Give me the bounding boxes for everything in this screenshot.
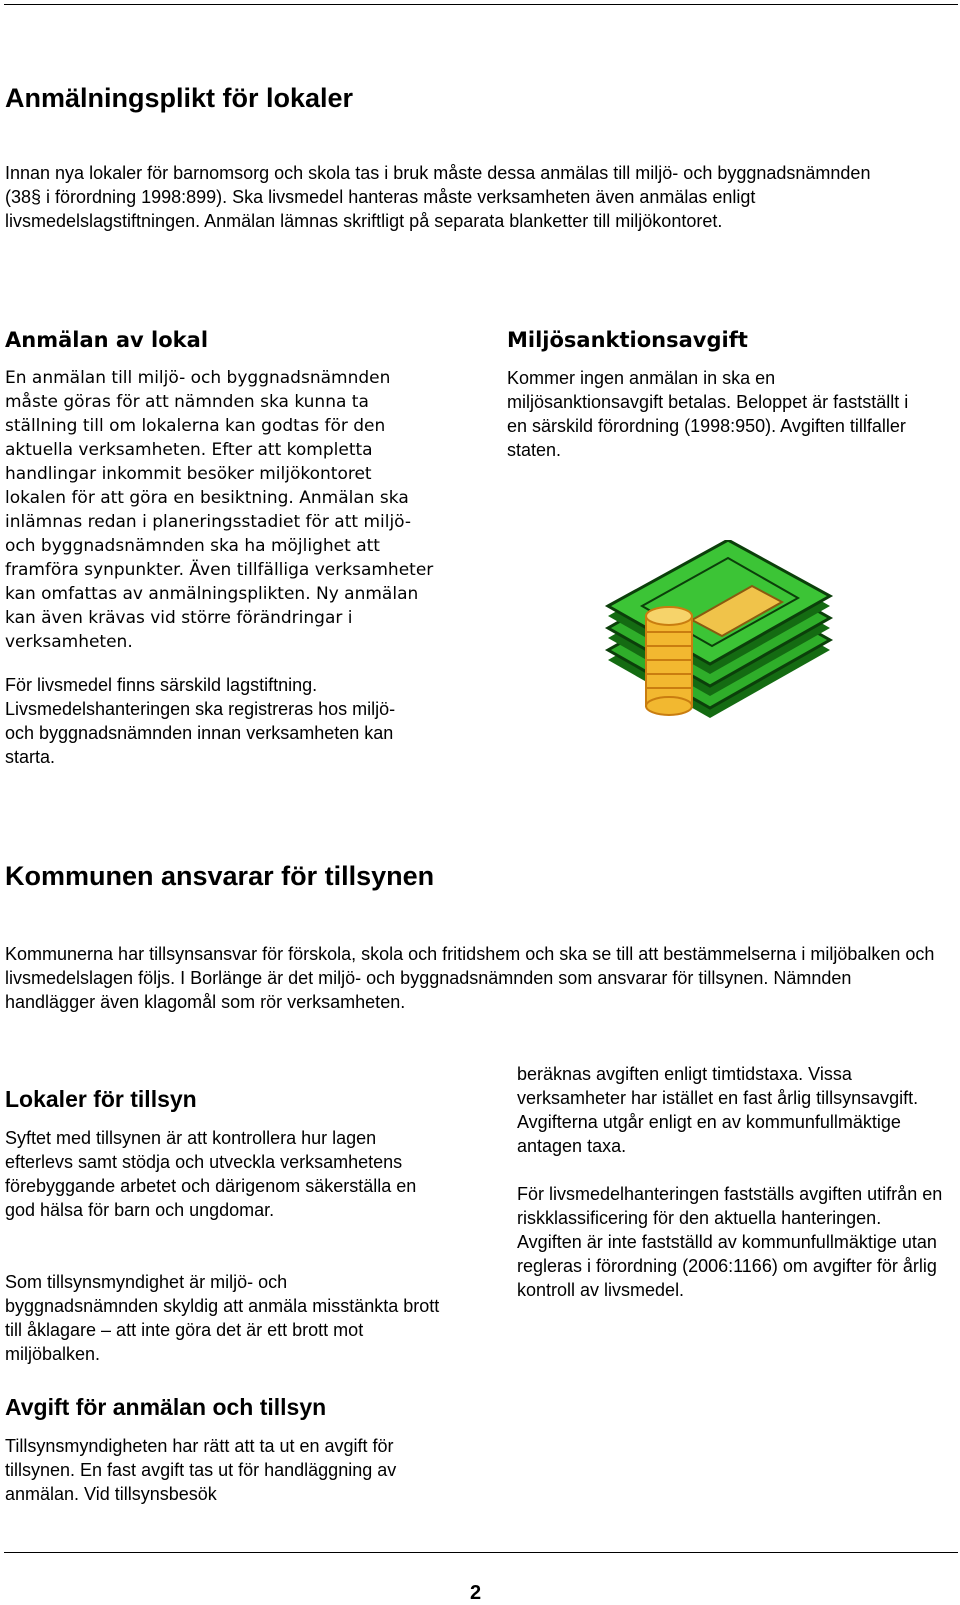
money-stack-icon [602, 540, 912, 730]
lokaler-paragraph-1: Syftet med tillsynen är att kontrollera hur lagen efterlevs samt stödja och utveckla verksamhetens förebyggande arbetet och därigenom säkerställa en god hälsa för barn och ungdomar. [5, 1128, 417, 1220]
section-intro-paragraph: Innan nya lokaler för barnomsorg och skola tas i bruk måste dessa anmälas till miljö- och byggnadsnämnden (38§ i förordning 1998:899). Ska livsmedel hanteras måste verksamheten även anmälas enligt livsmedelslagstiftningen. Anmälan lämnas skriftligt på separata blanketter till miljökontoret. [5, 163, 871, 231]
heading-miljosanktionsavgift: Miljösanktionsavgift [507, 328, 748, 352]
livsmedel-paragraph: För livsmedel finns särskild lagstiftning. Livsmedelshanteringen ska registreras hos miljö- och byggnadsnämnden innan verksamheten kan starta. [5, 675, 396, 767]
top-rule [4, 4, 958, 5]
heading-lokaler-for-tillsyn: Lokaler för tillsyn [5, 1086, 197, 1112]
bill-stack [608, 540, 830, 718]
section-heading-anmalningsplikt: Anmälningsplikt för lokaler [5, 83, 354, 113]
heading-anmalan-av-lokal: Anmälan av lokal [5, 328, 209, 352]
section-heading-kommunen: Kommunen ansvarar för tillsynen [5, 861, 435, 891]
kommunen-paragraph: Kommunerna har tillsynsansvar för förskola, skola och fritidshem och ska se till att bestämmelserna i miljöbalken och livsmedelslagen följs. I Borlänge är det miljö- och byggnadsnämnden som ansvarar för tillsynen. Nämnden handlägger även klagomål som rör verksamheten. [5, 944, 935, 1012]
footer-rule [4, 1552, 958, 1553]
right-column-paragraph-1: beräknas avgiften enligt timtidstaxa. Vissa verksamheter har istället en fast årlig tillsynsavgift. Avgifterna utgår enligt en av kommunfullmäktige antagen taxa. [517, 1064, 919, 1156]
page-number: 2 [470, 1582, 482, 1604]
lokaler-paragraph-2: Som tillsynsmyndighet är miljö- och byggnadsnämnden skyldig att anmäla misstänkta brott till åklagare – att inte göra det är ett brott mot miljöbalken. [5, 1272, 440, 1364]
right-column-paragraph-2: För livsmedelhanteringen fastställs avgiften utifrån en riskklassificering för den aktuella hanteringen. Avgiften är inte fastställd av kommunfullmäktige utan regleras i förordning (2006:1166) om avgifter för årlig kontroll av livsmedel. [517, 1184, 943, 1300]
anmalan-paragraph: En anmälan till miljö- och byggnadsnämnden måste göras för att nämnden ska kunna ta ställning till om lokalerna kan godtas för den aktuella verksamheten. Efter att kompletta handlingar inkommit besöker miljökontoret lokalen för att göra en besiktning. Anmälan ska inlämnas redan i planeringsstadiet för att miljö- och byggnadsnämnden ska ha möjlighet att framföra synpunkter. Även tillfälliga verksamheter kan omfattas av anmälningsplikten. Ny anmälan kan även krävas vid större förändringar i verksamheten. [5, 368, 434, 652]
coin-stack [646, 607, 692, 715]
miljosanktion-paragraph: Kommer ingen anmälan in ska en miljösanktionsavgift betalas. Beloppet är fastställt i en särskild förordning (1998:950). Avgiften tillfaller staten. [507, 368, 909, 460]
heading-avgift: Avgift för anmälan och tillsyn [5, 1394, 327, 1420]
avgift-paragraph: Tillsynsmyndigheten har rätt att ta ut en avgift för tillsynen. En fast avgift tas ut för handläggning av anmälan. Vid tillsynsbesök [5, 1436, 397, 1504]
